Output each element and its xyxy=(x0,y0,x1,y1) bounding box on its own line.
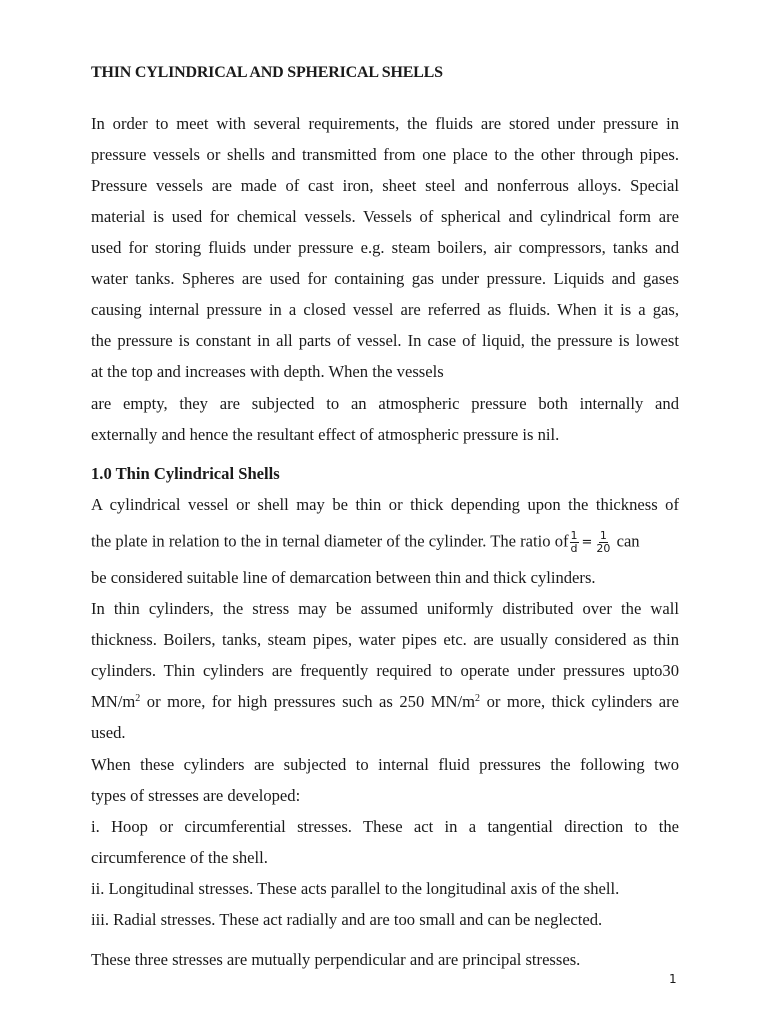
ratio-right-denominator: 20 xyxy=(596,542,611,555)
thin-line-2: thickness. Boilers, tanks, steam pipes, water pipes etc. are usually considered as thin xyxy=(91,630,679,649)
cylinder-line-2 xyxy=(91,530,679,555)
thin-line-4-part-2: or more, for high pressures such as 250 MN/m xyxy=(140,692,476,711)
hoop-stress-line-2: circumference of the shell. xyxy=(91,848,268,867)
thin-line-1: In thin cylinders, the stress may be assumed uniformly distributed over the wall xyxy=(91,599,679,618)
stress-intro-line-1: When these cylinders are subjected to internal fluid pressures the following two xyxy=(91,755,679,774)
document-title: THIN CYLINDRICAL AND SPHERICAL SHELLS xyxy=(91,64,443,81)
ratio-left-numerator: 1 xyxy=(570,529,578,542)
intro-line-2: pressure vessels or shells and transmitted from one place to the other through pipes. xyxy=(91,145,679,164)
superscript-2-second: 2 xyxy=(475,693,481,704)
ratio-left-denominator: d xyxy=(570,542,578,555)
ratio-trail-text: can xyxy=(616,531,640,551)
thin-line-3: cylinders. Thin cylinders are frequently required to operate under pressures upto30 xyxy=(91,661,679,680)
intro-line-3: Pressure vessels are made of cast iron, sheet steel and nonferrous alloys. Special xyxy=(91,176,679,195)
intro-line-6: water tanks. Spheres are used for containing gas under pressure. Liquids and gases xyxy=(91,269,679,288)
intro-line-7: causing internal pressure in a closed vessel are referred as fluids. When it is a gas, xyxy=(91,300,679,319)
cylinder-line-3: be considered suitable line of demarcation between thin and thick cylinders. xyxy=(91,568,596,587)
ratio-lead-text: the plate in relation to the in ternal diameter of the cylinder. The ratio of xyxy=(91,531,569,551)
ratio-fraction-left xyxy=(570,530,579,555)
superscript-2-first: 2 xyxy=(135,693,141,704)
section-heading: 1.0 Thin Cylindrical Shells xyxy=(91,464,280,483)
thin-line-4 xyxy=(91,692,679,712)
longitudinal-stress-line: ii. Longitudinal stresses. These acts parallel to the longitudinal axis of the shell. xyxy=(91,879,620,898)
thin-line-4-part-3: or more, thick cylinders are xyxy=(480,692,679,711)
ratio-right-numerator: 1 xyxy=(599,529,607,542)
intro-line-11: externally and hence the resultant effect of atmospheric pressure is nil. xyxy=(91,425,560,444)
stress-intro-line-2: types of stresses are developed: xyxy=(91,786,301,805)
ratio-fraction-right xyxy=(595,530,611,555)
page-number: 1 xyxy=(669,972,677,986)
ratio-equals-sign: = xyxy=(581,534,593,550)
intro-line-5: used for storing fluids under pressure e.g. steam boilers, air compressors, tanks and xyxy=(91,238,679,257)
thin-line-4-part-1: MN/m xyxy=(91,692,136,711)
thin-line-5: used. xyxy=(91,723,126,742)
hoop-stress-line-1: i. Hoop or circumferential stresses. These act in a tangential direction to the xyxy=(91,817,679,836)
intro-line-8: the pressure is constant in all parts of vessel. In case of liquid, the pressure is lowest xyxy=(91,331,679,350)
intro-line-4: material is used for chemical vessels. Vessels of spherical and cylindrical form are xyxy=(91,207,679,226)
closing-line: These three stresses are mutually perpendicular and are principal stresses. xyxy=(91,950,581,969)
intro-line-1: In order to meet with several requirements, the fluids are stored under pressure in xyxy=(91,114,679,133)
intro-line-10: are empty, they are subjected to an atmospheric pressure both internally and xyxy=(91,394,679,413)
radial-stress-line: iii. Radial stresses. These act radially and are too small and can be neglected. xyxy=(91,910,603,929)
cylinder-line-1: A cylindrical vessel or shell may be thin or thick depending upon the thickness of xyxy=(91,495,679,514)
intro-line-9: at the top and increases with depth. When the vessels xyxy=(91,362,444,381)
